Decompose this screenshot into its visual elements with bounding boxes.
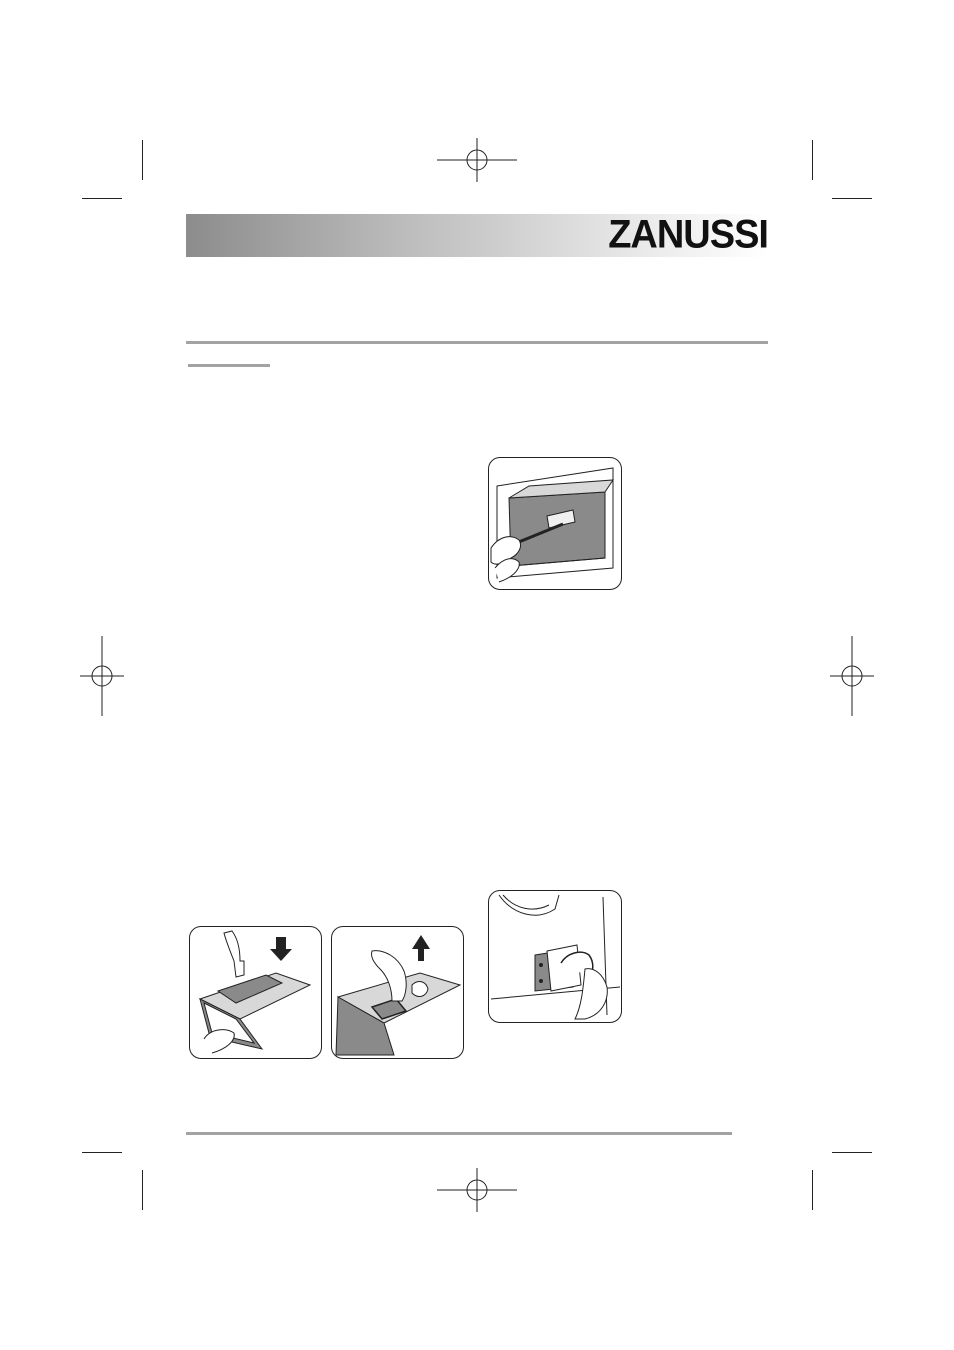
- drawer-removal-illustration: [189, 926, 322, 1059]
- section-rule: [186, 341, 768, 344]
- registration-mark-left: [80, 636, 124, 716]
- filter-flap-illustration: [488, 890, 622, 1023]
- brush-cleaning-icon: [489, 458, 620, 588]
- brush-cleaning-illustration: [488, 457, 622, 590]
- insert-lift-icon: [332, 927, 462, 1057]
- drawer-removal-icon: [190, 927, 320, 1057]
- registration-mark-right: [830, 636, 874, 716]
- footer-rule: [186, 1132, 732, 1135]
- registration-mark-top: [437, 138, 517, 182]
- filter-flap-icon: [489, 891, 620, 1021]
- brand-logo: ZANUSSI: [608, 212, 768, 258]
- insert-lift-illustration: [331, 926, 464, 1059]
- registration-mark-bottom: [437, 1168, 517, 1212]
- heading-underline: [188, 364, 270, 367]
